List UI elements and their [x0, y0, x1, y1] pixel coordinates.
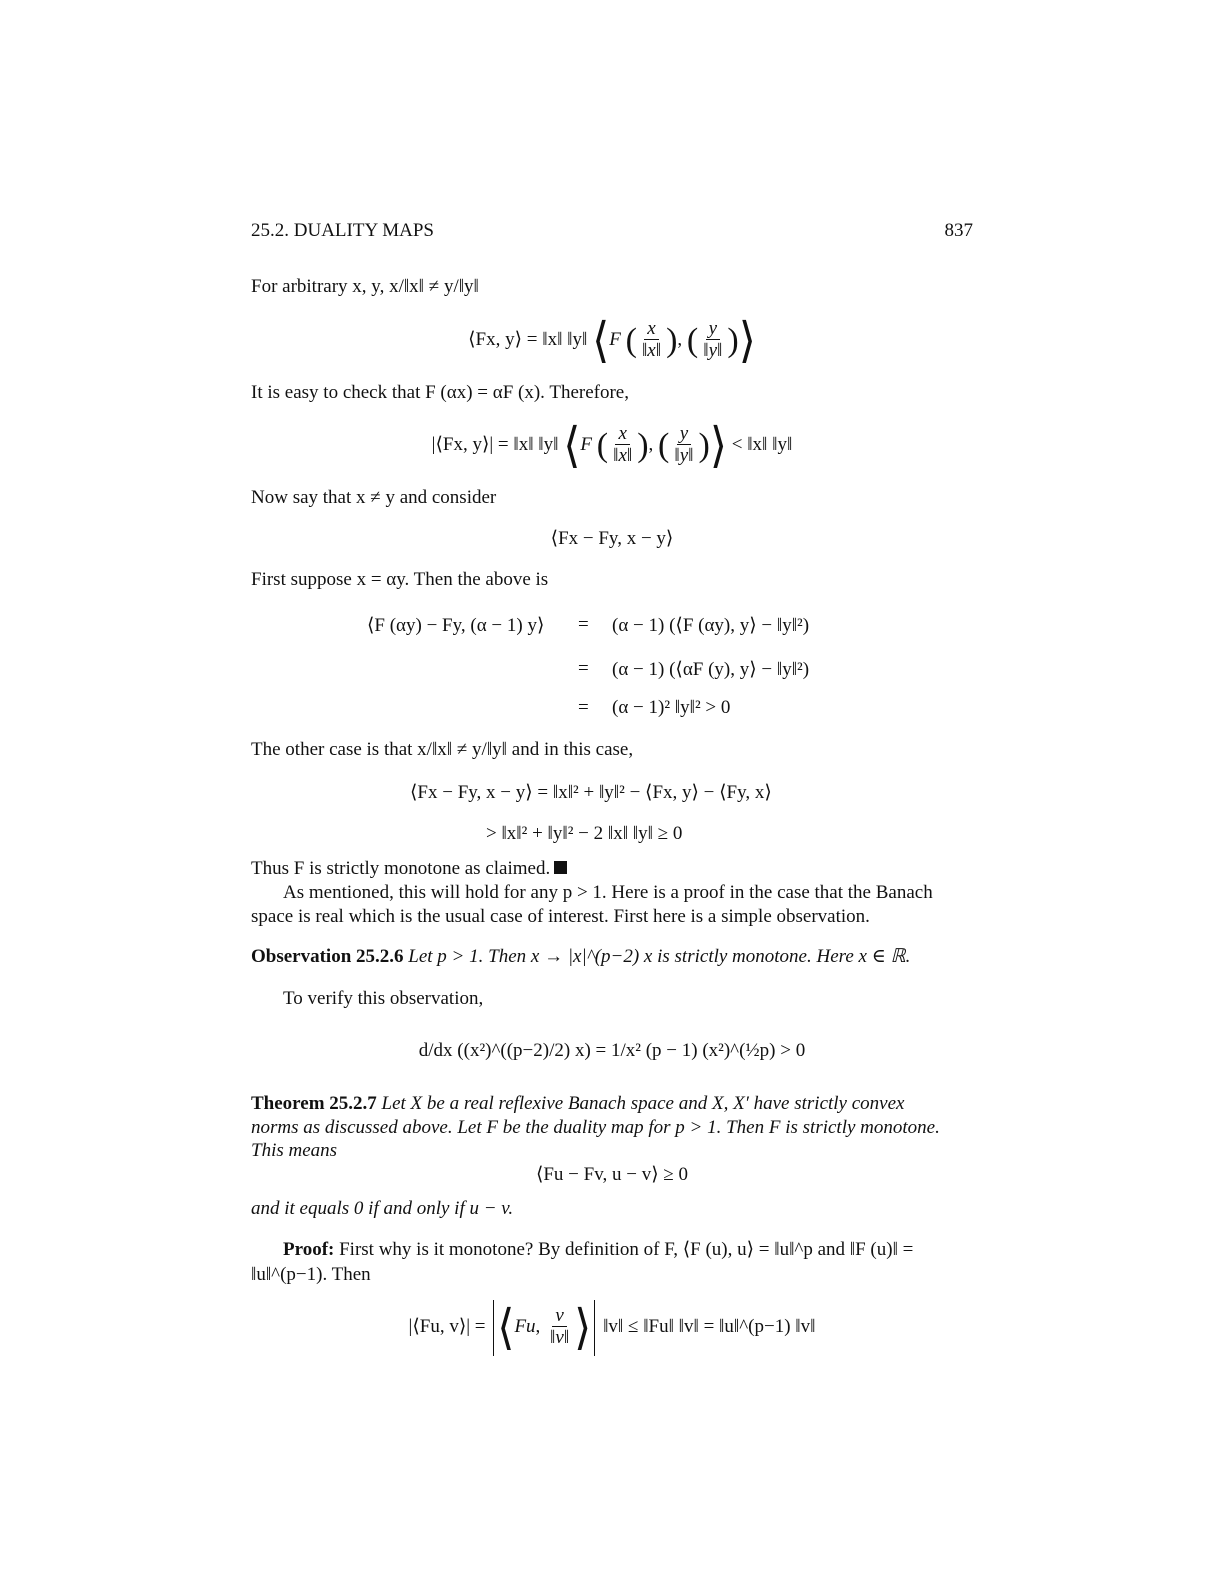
aligned-rhs-2: (α − 1) (⟨αF (y), y⟩ − ‖y‖²) [612, 659, 810, 680]
paragraph-1: For arbitrary x, y, x/‖x‖ ≠ y/‖y‖ [251, 276, 479, 297]
equation-2: |⟨Fx, y⟩| = ‖x‖ ‖y‖ ⟨F ( $\frac{x}{‖x‖}$ ), ( $\frac{y}{‖y‖}$ )⟩ < ‖x‖ ‖y‖ [431, 418, 793, 473]
equation-10: |⟨Fu, v⟩| = ⟨Fu, $\frac{v}{‖v‖}$ ⟩ ‖v‖ ≤ ‖Fu‖ ‖v‖ = ‖u‖^(p−1) ‖v‖ [408, 1300, 816, 1355]
paragraph-2: It is easy to check that F (αx) = αF (x). Therefore, [251, 382, 629, 403]
paragraph-8: To verify this observation, [283, 988, 484, 1009]
proof-line-2: ‖u‖^(p−1). Then [251, 1264, 371, 1285]
aligned-lhs: ⟨F (αy) − Fy, (α − 1) y⟩ [367, 615, 545, 636]
proof-line-1 [251, 1238, 973, 1262]
paragraph-5: The other case is that x/‖x‖ ≠ y/‖y‖ and in this case, [251, 739, 634, 760]
theorem-line-3: This means [251, 1140, 338, 1161]
equation-8: d/dx ((x²)^((p−2)/2) x) = 1/x² (p − 1) (x²)^(½p) > 0 [418, 1040, 806, 1061]
observation-label: Observation 25.2.6 [251, 946, 404, 967]
aligned-rhs-1: (α − 1) (⟨F (αy), y⟩ − ‖y‖²) [612, 615, 810, 636]
equation-10-lhs: |⟨Fu, v⟩| = [408, 1316, 486, 1337]
paragraph-6 [251, 857, 973, 881]
aligned-rhs-3: (α − 1)² ‖y‖² > 0 [612, 697, 731, 718]
proof-text-1: First why is it monotone? By definition of F, ⟨F (u), u⟩ = ‖u‖^p and ‖F (u)‖ = [339, 1239, 914, 1260]
equation-9: ⟨Fu − Fv, u − v⟩ ≥ 0 [535, 1164, 689, 1185]
theorem-label: Theorem 25.2.7 [251, 1093, 377, 1114]
aligned-eq-sign-2: = [578, 658, 589, 679]
equation-10-rhs: ‖v‖ ≤ ‖Fu‖ ‖v‖ = ‖u‖^(p−1) ‖v‖ [603, 1316, 816, 1337]
equation-3: ⟨Fx − Fy, x − y⟩ [550, 528, 674, 549]
paragraph-4: First suppose x = αy. Then the above is [251, 569, 549, 590]
page-number: 837 [944, 220, 973, 241]
theorem-text-1: Let X be a real reflexive Banach space and X, X′ have strictly convex [381, 1093, 905, 1114]
equation-5a: ⟨Fx − Fy, x − y⟩ = ‖x‖² + ‖y‖² − ⟨Fx, y⟩ − ⟨Fy, x⟩ [410, 782, 772, 803]
proof-label: Proof: [283, 1239, 335, 1260]
aligned-eq-sign-1: = [578, 614, 589, 635]
running-header [251, 220, 973, 242]
observation [251, 945, 973, 969]
section-title: 25.2. DUALITY MAPS [251, 220, 434, 241]
theorem-line-2: norms as discussed above. Let F be the duality map for p > 1. Then F is strictly monotone. [251, 1117, 940, 1138]
equation-5b: > ‖x‖² + ‖y‖² − 2 ‖x‖ ‖y‖ ≥ 0 [486, 823, 683, 844]
paragraph-6-text: Thus F is strictly monotone as claimed. [251, 858, 551, 879]
aligned-eq-sign-3: = [578, 697, 589, 718]
equation-2-lhs: |⟨Fx, y⟩| = ‖x‖ ‖y‖ [431, 434, 559, 455]
theorem-line-4: and it equals 0 if and only if u − v. [251, 1198, 514, 1219]
theorem-line-1 [251, 1092, 973, 1116]
equation-2-rhs: < ‖x‖ ‖y‖ [731, 434, 793, 455]
paragraph-3: Now say that x ≠ y and consider [251, 487, 497, 508]
qed-square-icon [554, 861, 567, 874]
paragraph-7b: space is real which is the usual case of interest. First here is a simple observation. [251, 906, 870, 927]
equation-1-lhs: ⟨Fx, y⟩ = ‖x‖ ‖y‖ [468, 329, 588, 350]
paragraph-7a: As mentioned, this will hold for any p > 1. Here is a proof in the case that the Banach [283, 882, 933, 903]
equation-1: ⟨Fx, y⟩ = ‖x‖ ‖y‖ ⟨F ( $\frac{x}{‖x‖}$ ), ( $\frac{y}{‖y‖}$ )⟩ [468, 313, 756, 368]
observation-text: Let p > 1. Then x → |x|^(p−2) x is strictly monotone. Here x ∈ ℝ. [408, 946, 911, 967]
